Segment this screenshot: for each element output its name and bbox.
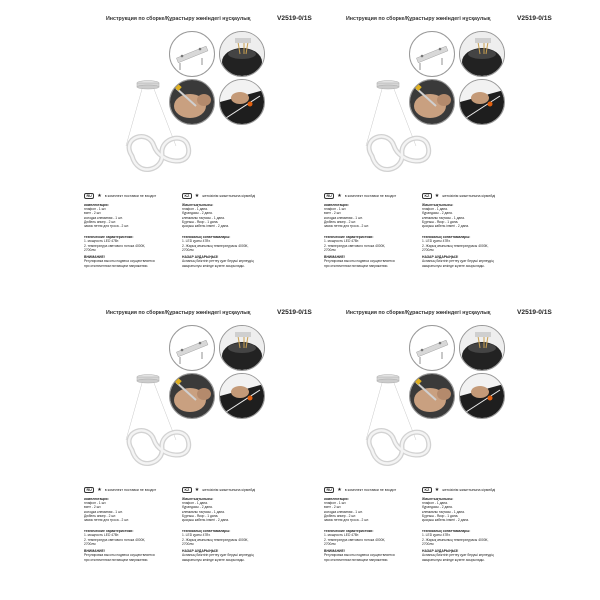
kz-badge: KZ (182, 193, 192, 200)
ru-spec-line: 1. мощность LED 47Вт. (324, 533, 360, 538)
wiring-detail (219, 325, 265, 371)
kz-warning-line: ажыратылуы кезінде жүзеге асырылады. (422, 263, 485, 268)
mount-bracket-detail (409, 31, 455, 77)
ru-spec-line: 2700лм (324, 542, 336, 547)
mount-bracket-detail (169, 31, 215, 77)
kz-contents-title: Жиынтықтылығы: (182, 203, 214, 207)
kz-column (422, 192, 544, 268)
kz-contents-item: клеммалы тақтасы - 1 дана. (422, 215, 465, 220)
ru-contents-item: винт - 2 шт. (324, 505, 342, 510)
ru-badge: RU (324, 193, 334, 200)
kz-contents-item: бұрандасы - 2 дана. (422, 505, 453, 510)
ru-badge: RU (84, 193, 94, 200)
cable-adjust-detail (459, 373, 505, 419)
kz-specs-title: техникалық сипаттамалары: (182, 235, 231, 240)
kz-contents-title: Жиынтықтылығы: (422, 497, 454, 501)
wiring-detail (459, 325, 505, 371)
kz-spec-line: 2. Жарық ағынының температурасы 4000К, (182, 537, 249, 542)
kz-star-note: жеткізілім жиынтығына кірмейді (442, 488, 496, 492)
screwdriver-detail (409, 79, 455, 125)
star-icon: ★ (337, 192, 342, 199)
screwdriver-detail (409, 373, 455, 419)
kz-badge: KZ (422, 487, 432, 494)
kz-column (182, 192, 304, 268)
ru-warning-line: при отключенном питающем напряжении. (324, 557, 389, 562)
model-number: V2519-0/1S (277, 15, 312, 22)
ru-contents-item: плафон - 1 шт. (84, 207, 107, 211)
kz-warning-title: НАЗАР АУДАРЫҢЫЗ! (182, 255, 219, 260)
ru-warning-title: ВНИМАНИЕ! (84, 549, 105, 554)
kz-spec-line: 1. LED қуаты 47Вт. (182, 533, 211, 538)
kz-badge: KZ (422, 193, 432, 200)
kz-contents-item: бұрандасы - 2 дана. (182, 505, 213, 510)
kz-contents-item: плафон - 1 дана. (422, 207, 448, 211)
kz-warning-line: Аспаның биіктігін реттеу қуат берушi кернеудің (422, 553, 494, 558)
kz-star-note: жеткізілім жиынтығына кірмейді (202, 194, 256, 198)
kz-contents-item: плафон - 1 дана. (422, 501, 448, 505)
kz-contents-item: плафон - 1 дана. (182, 501, 208, 505)
star-icon: ★ (97, 486, 102, 493)
star-icon: ★ (434, 486, 440, 493)
mount-bracket-detail (169, 325, 215, 371)
kz-spec-line: 2700лм (182, 248, 194, 253)
star-icon: ★ (194, 486, 200, 493)
kz-contents-title: Жиынтықтылығы: (422, 203, 454, 207)
ru-star-note: в комплект поставки не входит (344, 194, 397, 198)
kz-contents-item: клеммалы тақтасы - 1 дана. (182, 509, 225, 514)
kz-spec-line: 1. LED қуаты 47Вт. (422, 239, 451, 244)
kz-contents-item: қысқыш кабель ілмегі - 2 дана. (182, 518, 230, 523)
kz-spec-line: 2700лм (422, 542, 434, 547)
sheet-title: Инструкция по сборке/Құрастыру жөніндегі нұсқаулық (106, 16, 251, 22)
screwdriver-detail (169, 79, 215, 125)
ru-contents-item: винт - 2 шт. (84, 505, 102, 510)
kz-contents-item: бұрандасы - 2 дана. (422, 211, 453, 216)
ru-warning-title: ВНИМАНИЕ! (324, 255, 345, 260)
ru-contents-item: Дюбель анкер - 2 шт. (84, 219, 117, 224)
ru-warning-line: Регулировка высоты подвеса осуществляется (84, 553, 155, 558)
star-icon: ★ (434, 192, 440, 199)
kz-spec-line: 2. Жарық ағынының температурасы 4000К, (182, 243, 249, 248)
ru-contents-item: замок петля для троса - 2 шт. (324, 224, 369, 229)
kz-warning-line: Аспаның биіктігін реттеу қуат берушi кернеудің (182, 553, 254, 558)
ru-contents-title: комплектация: (84, 497, 109, 501)
ru-badge: RU (84, 487, 94, 494)
star-icon: ★ (337, 486, 342, 493)
model-number: V2519-0/1S (277, 309, 312, 316)
ru-warning-line: Регулировка высоты подвеса осуществляется (324, 259, 395, 264)
kz-contents-item: плафон - 1 дана. (182, 207, 208, 211)
cable-adjust-detail (219, 79, 265, 125)
kz-contents-item: Бұрғыш - Якор - 1 дана. (182, 513, 219, 518)
ru-spec-line: 2. температура светового потока 4000К, (324, 243, 386, 248)
ru-contents-item: замок петля для троса - 2 шт. (84, 224, 129, 229)
kz-contents-item: бұрандасы - 2 дана. (182, 211, 213, 216)
ru-warning-title: ВНИМАНИЕ! (84, 255, 105, 260)
ru-contents-item: плафон - 1 шт. (84, 501, 107, 505)
ru-contents-title: комплектация: (324, 203, 349, 207)
ru-warning-line: при отключенном питающем напряжении. (324, 263, 389, 268)
wiring-detail (219, 31, 265, 77)
ru-spec-line: 2700лм (324, 248, 336, 253)
kz-spec-line: 2. Жарық ағынының температурасы 4000К, (422, 537, 489, 542)
sheet-title: Инструкция по сборке/Құрастыру жөніндегі нұсқаулық (106, 310, 251, 316)
ru-spec-line: 2. температура светового потока 4000К, (324, 537, 386, 542)
kz-contents-item: қысқыш кабель ілмегі - 2 дана. (182, 224, 230, 229)
kz-badge: KZ (182, 487, 192, 494)
instruction-sheet (84, 16, 354, 296)
ru-specs-title: технические характеристики: (324, 529, 374, 534)
ru-warning-line: при отключенном питающем напряжении. (84, 263, 149, 268)
sheet-title: Инструкция по сборке/Құрастыру жөніндегі нұсқаулық (346, 310, 491, 316)
ru-spec-line: 2. температура светового потока 4000К, (84, 537, 146, 542)
ru-warning-line: Регулировка высоты подвеса осуществляется (84, 259, 155, 264)
kz-contents-item: клеммалы тақтасы - 1 дана. (422, 509, 465, 514)
kz-spec-line: 1. LED қуаты 47Вт. (182, 239, 211, 244)
kz-contents-item: қысқыш кабель ілмегі - 2 дана. (422, 518, 470, 523)
kz-spec-line: 1. LED қуаты 47Вт. (422, 533, 451, 538)
ru-star-note: в комплект поставки не входит (104, 488, 157, 492)
ru-star-note: в комплект поставки не входит (104, 194, 157, 198)
ru-spec-line: 2. температура светового потока 4000К, (84, 243, 146, 248)
ru-contents-item: винт - 2 шт. (84, 211, 102, 216)
instruction-sheet (324, 16, 594, 296)
kz-warning-line: ажыратылуы кезінде жүзеге асырылады. (422, 557, 485, 562)
ru-contents-item: винт - 2 шт. (324, 211, 342, 216)
ru-specs-title: технические характеристики: (324, 235, 374, 240)
cable-adjust-detail (459, 79, 505, 125)
ru-badge: RU (324, 487, 334, 494)
ru-contents-item: плафон - 1 шт. (324, 207, 347, 211)
kz-warning-line: ажыратылуы кезінде жүзеге асырылады. (182, 263, 245, 268)
kz-spec-line: 2700лм (182, 542, 194, 547)
ru-contents-title: комплектация: (84, 203, 109, 207)
kz-specs-title: техникалық сипаттамалары: (422, 529, 471, 534)
ru-star-note: в комплект поставки не входит (344, 488, 397, 492)
kz-warning-line: Аспаның биіктігін реттеу қуат берушi кернеудің (422, 259, 494, 264)
ru-spec-line: 2700лм (84, 248, 96, 253)
ru-contents-item: плафон - 1 шт. (324, 501, 347, 505)
ru-spec-line: 1. мощность LED 47Вт. (84, 533, 120, 538)
ru-warning-line: при отключенном питающем напряжении. (84, 557, 149, 562)
ru-spec-line: 2700лм (84, 542, 96, 547)
instruction-sheet (84, 310, 354, 590)
screwdriver-detail (169, 373, 215, 419)
kz-column (182, 486, 304, 562)
mount-bracket-detail (409, 325, 455, 371)
kz-specs-title: техникалық сипаттамалары: (182, 529, 231, 534)
kz-star-note: жеткізілім жиынтығына кірмейді (202, 488, 256, 492)
kz-contents-item: қысқыш кабель ілмегі - 2 дана. (422, 224, 470, 229)
kz-warning-line: ажыратылуы кезінде жүзеге асырылады. (182, 557, 245, 562)
star-icon: ★ (97, 192, 102, 199)
kz-warning-line: Аспаның биіктігін реттеу қуат берушi кернеудің (182, 259, 254, 264)
kz-warning-title: НАЗАР АУДАРЫҢЫЗ! (422, 255, 459, 260)
kz-contents-item: Бұрғыш - Якор - 1 дана. (422, 219, 459, 224)
kz-star-note: жеткізілім жиынтығына кірмейді (442, 194, 496, 198)
kz-contents-item: Бұрғыш - Якор - 1 дана. (422, 513, 459, 518)
ru-contents-item: колодка клеммная - 1 шт. (84, 215, 123, 220)
ru-contents-item: Дюбель анкер - 2 шт. (84, 513, 117, 518)
sheet-title: Инструкция по сборке/Құрастыру жөніндегі нұсқаулық (346, 16, 491, 22)
kz-warning-title: НАЗАР АУДАРЫҢЫЗ! (182, 549, 219, 554)
ru-specs-title: технические характеристики: (84, 529, 134, 534)
kz-spec-line: 2. Жарық ағынының температурасы 4000К, (422, 243, 489, 248)
ru-contents-item: колодка клеммная - 1 шт. (324, 509, 363, 514)
ru-spec-line: 1. мощность LED 47Вт. (84, 239, 120, 244)
kz-spec-line: 2700лм (422, 248, 434, 253)
ru-specs-title: технические характеристики: (84, 235, 134, 240)
ru-warning-title: ВНИМАНИЕ! (324, 549, 345, 554)
ru-contents-item: замок петля для троса - 2 шт. (324, 518, 369, 523)
ru-contents-item: Дюбель анкер - 2 шт. (324, 513, 357, 518)
instruction-sheet (324, 310, 594, 590)
kz-contents-item: Бұрғыш - Якор - 1 дана. (182, 219, 219, 224)
ru-contents-item: Дюбель анкер - 2 шт. (324, 219, 357, 224)
kz-contents-item: клеммалы тақтасы - 1 дана. (182, 215, 225, 220)
model-number: V2519-0/1S (517, 309, 552, 316)
cable-adjust-detail (219, 373, 265, 419)
star-icon: ★ (194, 192, 200, 199)
kz-warning-title: НАЗАР АУДАРЫҢЫЗ! (422, 549, 459, 554)
ru-contents-title: комплектация: (324, 497, 349, 501)
kz-column (422, 486, 544, 562)
kz-contents-title: Жиынтықтылығы: (182, 497, 214, 501)
ru-warning-line: Регулировка высоты подвеса осуществляется (324, 553, 395, 558)
ru-contents-item: колодка клеммная - 1 шт. (84, 509, 123, 514)
model-number: V2519-0/1S (517, 15, 552, 22)
ru-contents-item: колодка клеммная - 1 шт. (324, 215, 363, 220)
wiring-detail (459, 31, 505, 77)
kz-specs-title: техникалық сипаттамалары: (422, 235, 471, 240)
ru-spec-line: 1. мощность LED 47Вт. (324, 239, 360, 244)
ru-contents-item: замок петля для троса - 2 шт. (84, 518, 129, 523)
